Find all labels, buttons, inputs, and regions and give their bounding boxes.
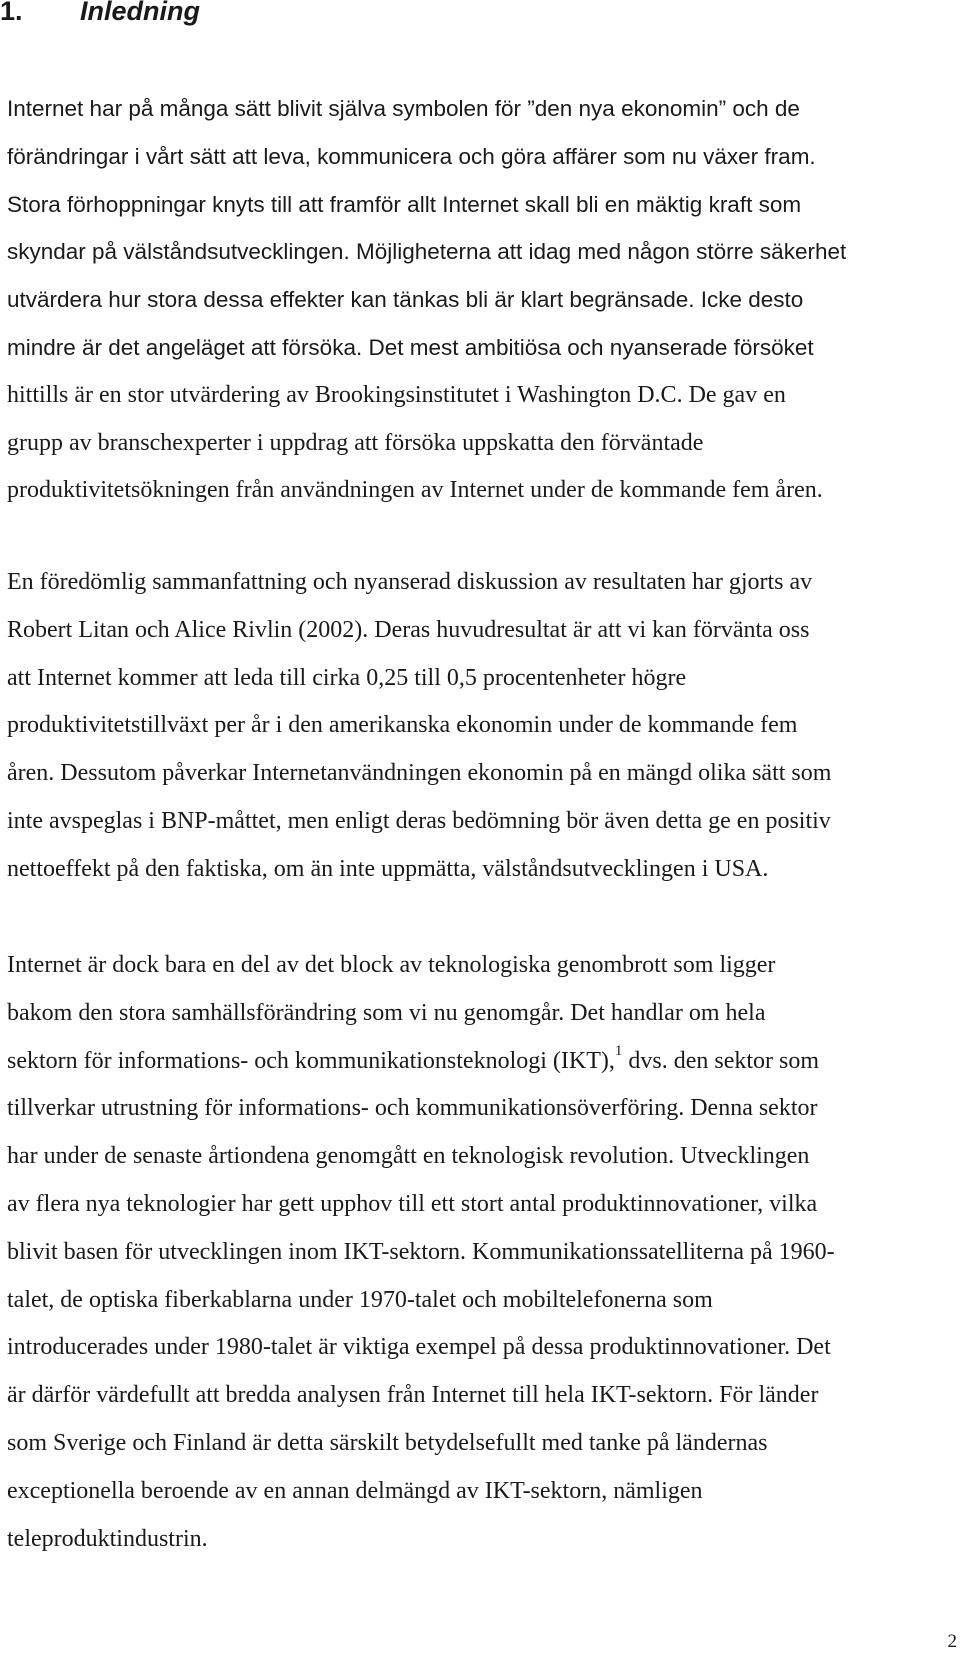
- text-line: exceptionella beroende av en annan delmängd av IKT-sektorn, nämligen: [7, 1477, 703, 1504]
- text-line: Robert Litan och Alice Rivlin (2002). Deras huvudresultat är att vi kan förvänta oss: [7, 616, 810, 643]
- text-line: Internet är dock bara en del av det block av teknologiska genombrott som ligger: [7, 952, 776, 978]
- text-line: blivit basen för utvecklingen inom IKT-sektorn. Kommunikationssatelliterna på 1960-: [7, 1238, 835, 1265]
- text-line: En föredömlig sammanfattning och nyanserad diskussion av resultaten har gjorts av: [7, 569, 813, 595]
- footnote-reference[interactable]: 1: [614, 1042, 623, 1059]
- text-line: introducerades under 1980-talet är viktiga exempel på dessa produktinnovationer. Det: [7, 1334, 831, 1361]
- text-line: tillverkar utrustning för informations- och kommunikationsöverföring. Denna sektor: [7, 1095, 818, 1122]
- text-line: av flera nya teknologier har gett upphov till ett stort antal produktinnovationer, vilka: [7, 1190, 818, 1217]
- text-line: skyndar på välståndsutvecklingen. Möjligheterna att idag med någon större säkerhet: [7, 239, 847, 265]
- text-line: inte avspeglas i BNP-måttet, men enligt deras bedömning bör även detta ge en positiv: [7, 807, 831, 834]
- text-line: att Internet kommer att leda till cirka 0,25 till 0,5 procentenheter högre: [7, 664, 687, 691]
- text-line: förändringar i vårt sätt att leva, kommunicera och göra affärer som nu växer fram.: [7, 143, 816, 169]
- text-line: hittills är en stor utvärdering av Brookingsinstitutet i Washington D.C. De gav en: [7, 381, 786, 408]
- paragraph-2: [7, 559, 955, 894]
- text-line: nettoeffekt på den faktiska, om än inte uppmätta, välståndsutvecklingen i USA.: [7, 855, 769, 882]
- text-fragment: sektorn för informations- och kommunikationsteknologi (IKT),: [7, 1047, 615, 1074]
- text-line: Stora förhoppningar knyts till att framför allt Internet skall bli en mäktig kraft som: [7, 191, 802, 217]
- text-line: bakom den stora samhällsförändring som vi nu genomgår. Det handlar om hela: [7, 999, 766, 1026]
- section-title: Inledning: [80, 0, 200, 26]
- paragraph-3: [7, 942, 955, 1563]
- text-line: utvärdera hur stora dessa effekter kan tänkas bli är klart begränsade. Icke desto: [7, 287, 804, 313]
- text-line: talet, de optiska fiberkablarna under 1970-talet och mobiltelefonerna som: [7, 1286, 713, 1313]
- section-heading: [0, 0, 200, 28]
- paragraph-1: [7, 85, 955, 515]
- text-line: har under de senaste årtiondena genomgått en teknologisk revolution. Utvecklingen: [7, 1143, 810, 1170]
- section-number: 1.: [0, 0, 23, 26]
- text-line: är därför värdefullt att bredda analysen från Internet till hela IKT-sektorn. För länder: [7, 1382, 819, 1409]
- text-line: åren. Dessutom påverkar Internetanvändningen ekonomin på en mängd olika sätt som: [7, 760, 832, 787]
- text-line: teleproduktindustrin.: [7, 1525, 208, 1552]
- text-line: mindre är det angeläget att försöka. Det mest ambitiösa och nyanserade försöket: [7, 334, 814, 360]
- text-fragment: dvs. den sektor som: [622, 1047, 820, 1074]
- text-line: Internet har på många sätt blivit själva symbolen för ”den nya ekonomin” och de: [7, 96, 800, 121]
- page-number: 2: [947, 1631, 957, 1652]
- text-line: grupp av branschexperter i uppdrag att försöka uppskatta den förväntade: [7, 429, 704, 456]
- text-line: produktivitetsökningen från användningen av Internet under de kommande fem åren.: [7, 477, 823, 504]
- text-line-with-footnote: [7, 1038, 955, 1086]
- text-line: produktivitetstillväxt per år i den amerikanska ekonomin under de kommande fem: [7, 712, 798, 739]
- text-line: som Sverige och Finland är detta särskilt betydelsefullt med tanke på ländernas: [7, 1429, 768, 1456]
